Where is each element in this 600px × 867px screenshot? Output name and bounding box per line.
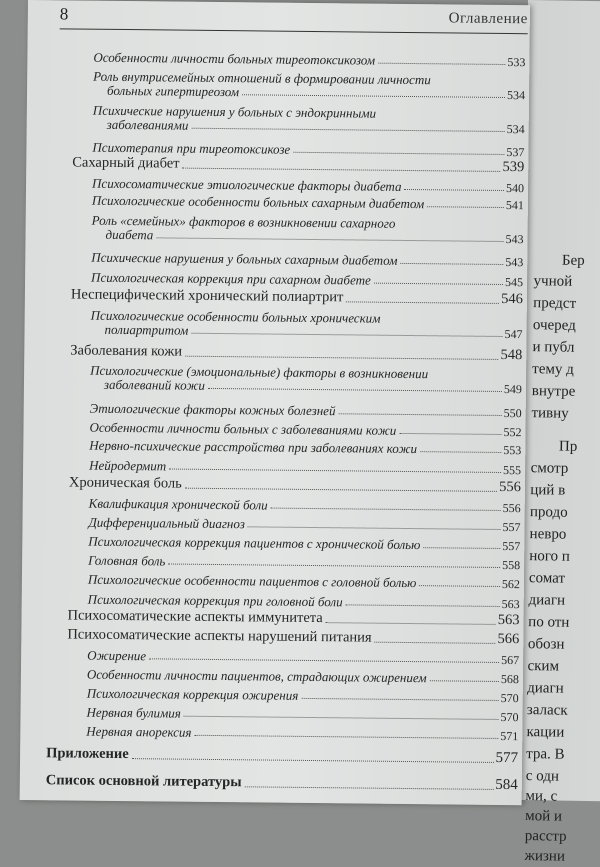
toc-entry-page: 568 bbox=[500, 671, 519, 687]
adjacent-page-line: и публ bbox=[532, 339, 575, 356]
toc-entry-page: 556 bbox=[499, 478, 522, 496]
adjacent-page-line: невро bbox=[529, 526, 567, 543]
page-header bbox=[60, 4, 528, 34]
toc-entry bbox=[70, 341, 522, 364]
adjacent-page-line: диагн bbox=[527, 680, 564, 697]
toc-entry-page: 556 bbox=[502, 500, 521, 516]
toc-entry-title: Этиологические факторы кожных болезней bbox=[89, 400, 336, 419]
dot-leader bbox=[149, 658, 499, 663]
adjacent-page-line: смотр bbox=[530, 460, 569, 477]
adjacent-page-line: заласк bbox=[526, 702, 568, 719]
toc-entry-title: Особенности личности пациентов, страдающих ожирением bbox=[86, 666, 427, 686]
toc-entry-page: 539 bbox=[502, 158, 525, 176]
toc-entry-title: Нервная булимия bbox=[86, 704, 181, 721]
toc-entry-page: 549 bbox=[503, 382, 523, 397]
adjacent-page-line: диагн bbox=[528, 592, 566, 609]
toc-entry bbox=[93, 104, 525, 141]
adjacent-page-line: тивну bbox=[531, 405, 569, 422]
adjacent-page-line: ного п bbox=[529, 548, 570, 565]
dot-leader bbox=[156, 237, 503, 242]
toc-entry-page: 546 bbox=[501, 290, 523, 308]
dot-leader bbox=[183, 168, 501, 172]
toc-entry-page: 566 bbox=[497, 630, 520, 648]
toc-entry-title: Хроническая боль bbox=[68, 474, 182, 492]
toc-entry-title-continuation: диабета bbox=[105, 226, 154, 243]
dot-leader bbox=[293, 152, 504, 155]
toc-entry-title: Особенности личности больных тиреотоксикозом bbox=[93, 49, 376, 68]
dot-leader bbox=[168, 564, 500, 568]
toc-entry-page: 540 bbox=[505, 181, 525, 196]
adjacent-page-line: по отн bbox=[528, 614, 570, 631]
toc-entry-title: Головная боль bbox=[88, 552, 166, 569]
toc-entry-page: 567 bbox=[501, 652, 520, 668]
toc-entry bbox=[46, 771, 518, 794]
adjacent-page-line: мой и bbox=[525, 808, 563, 825]
dot-leader bbox=[399, 433, 501, 435]
toc-entry bbox=[92, 190, 524, 213]
adjacent-page-line: предст bbox=[533, 295, 577, 312]
toc-entry-title: Психологическая коррекция ожирения bbox=[86, 685, 299, 703]
running-title: Оглавление bbox=[448, 10, 528, 28]
toc-entry-title: Нервно-психические расстройства при заболеваниях кожи bbox=[89, 437, 418, 457]
dot-leader bbox=[420, 451, 501, 453]
dot-leader bbox=[375, 642, 496, 644]
toc-entry bbox=[46, 744, 518, 767]
dot-leader bbox=[427, 206, 504, 208]
toc-entry-page: 563 bbox=[501, 596, 520, 612]
toc-entry-page: 548 bbox=[500, 346, 523, 364]
toc-entry-title: Приложение bbox=[46, 745, 129, 763]
toc-entry-page: 577 bbox=[495, 749, 519, 767]
toc-entry-title: Особенности личности больных с заболеваниями кожи bbox=[89, 419, 397, 438]
toc-entry-page: 558 bbox=[502, 557, 521, 573]
toc-entry-page: 557 bbox=[502, 538, 521, 554]
dot-leader bbox=[400, 263, 503, 265]
toc-entry-page: 550 bbox=[503, 406, 522, 421]
toc-entry-title-continuation: полиартритом bbox=[104, 321, 189, 338]
adjacent-page-line: жизни bbox=[524, 848, 566, 865]
toc-entry-page: 543 bbox=[505, 255, 524, 270]
adjacent-page-line: Бер bbox=[561, 252, 585, 269]
adjacent-page-line: тра. В bbox=[526, 746, 565, 763]
toc-entry-title: Психические нарушения у больных с эндокринными bbox=[92, 102, 377, 121]
toc-entry-title: Психологические особенности больных сахарным диабетом bbox=[91, 192, 425, 212]
dot-leader bbox=[242, 94, 505, 98]
toc-entry-page: 543 bbox=[505, 232, 524, 247]
adjacent-page-line: с одн bbox=[525, 768, 560, 785]
toc-entry-page: 553 bbox=[503, 443, 522, 458]
toc-entry-title: Нервная анорексия bbox=[86, 723, 192, 740]
toc-entry-page: 555 bbox=[503, 463, 522, 478]
dot-leader bbox=[301, 698, 498, 701]
toc-entry bbox=[93, 70, 525, 107]
dot-leader bbox=[132, 758, 494, 763]
toc-entry bbox=[93, 47, 525, 70]
toc-entry-page: 562 bbox=[501, 576, 520, 592]
toc-entry-page: 570 bbox=[500, 709, 519, 725]
dot-leader bbox=[245, 786, 494, 790]
toc-entry-title: Роль «семейных» факторов в возникновении сахарного bbox=[91, 212, 396, 231]
toc-entry bbox=[90, 309, 522, 346]
toc-entry-title: Психические нарушения у больных сахарным диабетом bbox=[91, 249, 398, 268]
toc-entry-title: Психосоматические этиологические факторы диабета bbox=[92, 175, 402, 194]
dot-leader bbox=[346, 604, 500, 607]
toc-entry-title: Сахарный диабет bbox=[72, 154, 180, 172]
toc-entry-page: 545 bbox=[504, 275, 524, 290]
toc-entry-page: 584 bbox=[495, 776, 518, 794]
toc-entry bbox=[90, 364, 522, 401]
toc-entry-page: 570 bbox=[500, 690, 519, 706]
adjacent-page-line: тему д bbox=[532, 361, 574, 378]
toc-entry-title-continuation: заболеваниями bbox=[106, 116, 189, 133]
toc-entry bbox=[71, 285, 523, 308]
toc-entry-title: Дифференциальный диагноз bbox=[88, 514, 245, 532]
dot-leader bbox=[423, 547, 500, 549]
page-number: 8 bbox=[59, 4, 69, 24]
toc-entry-title-continuation: заболеваний кожи bbox=[103, 376, 206, 393]
toc-entry-title: Квалификация хронической боли bbox=[88, 495, 268, 513]
toc-entry-title: Ожирение bbox=[87, 647, 147, 664]
dot-leader bbox=[346, 301, 499, 304]
dot-leader bbox=[248, 526, 501, 530]
toc-entry bbox=[91, 247, 523, 270]
toc-entry-title: Заболевания кожи bbox=[70, 342, 183, 360]
toc-entry-title: Психологические (эмоциональные) факторы в возникновении bbox=[90, 362, 429, 382]
toc-entry-title: Психологическая коррекция при головной боли bbox=[87, 591, 343, 610]
toc-entry-title: Психологическая коррекция пациентов с хронической болью bbox=[88, 533, 421, 553]
adjacent-page-line: Пр bbox=[558, 438, 578, 455]
dot-leader bbox=[191, 333, 502, 337]
adjacent-page-line: очеред bbox=[532, 317, 576, 334]
adjacent-page-line: внутре bbox=[531, 383, 576, 400]
toc-entry-title-continuation: больных гипертиреозом bbox=[106, 82, 240, 100]
toc-entry-title: Психотерапия при тиреотоксикозе bbox=[92, 139, 291, 157]
dot-leader bbox=[374, 283, 503, 285]
toc-entry-title: Психосоматические аспекты иммунитета bbox=[67, 607, 323, 627]
toc-entry-title: Психосоматические аспекты нарушений питания bbox=[67, 626, 372, 646]
toc-entry-title: Роль внутрисемейных отношений в формировании личности bbox=[93, 68, 431, 88]
adjacent-page-line: обозн bbox=[527, 636, 565, 653]
dot-leader bbox=[419, 585, 500, 587]
toc-entry-page: 534 bbox=[506, 88, 526, 103]
dot-leader bbox=[185, 356, 499, 360]
dot-leader bbox=[194, 735, 498, 739]
toc-entry-title: Список основной литературы bbox=[45, 772, 242, 791]
dot-leader bbox=[338, 413, 501, 416]
dot-leader bbox=[378, 63, 505, 65]
dot-leader bbox=[271, 508, 501, 511]
dot-leader bbox=[430, 680, 499, 682]
dot-leader bbox=[404, 189, 504, 191]
adjacent-page-line: продо bbox=[529, 504, 568, 521]
adjacent-page-line: ми, с bbox=[525, 788, 558, 805]
dot-leader bbox=[191, 128, 504, 132]
toc-entry-title: Психологическая коррекция при сахарном диабете bbox=[91, 269, 371, 288]
toc-entry-page: 563 bbox=[497, 611, 520, 629]
toc-entry-page: 534 bbox=[506, 122, 525, 137]
dot-leader bbox=[169, 469, 501, 473]
toc-entry-page: 557 bbox=[502, 519, 521, 535]
adjacent-page-line: ским bbox=[527, 658, 560, 675]
toc-entry-title: Неспецифический хронический полиартрит bbox=[70, 286, 344, 306]
dot-leader bbox=[184, 716, 499, 720]
toc-entry bbox=[89, 435, 521, 458]
toc-entry-title: Психологические особенности пациентов с головной болью bbox=[87, 571, 417, 591]
dot-leader bbox=[208, 388, 502, 392]
toc-entry-title: Нейродермит bbox=[89, 457, 167, 474]
toc-entry-page: 533 bbox=[507, 55, 526, 70]
dot-leader bbox=[185, 488, 497, 492]
toc-entry-page: 537 bbox=[506, 145, 525, 160]
dot-leader bbox=[326, 622, 496, 625]
toc-entry bbox=[86, 721, 518, 744]
toc-entry-page: 547 bbox=[504, 327, 523, 342]
book-page bbox=[20, 0, 530, 805]
toc-entry-page: 571 bbox=[500, 728, 519, 744]
toc-entry-title: Психологические особенности больных хроническим bbox=[90, 307, 381, 326]
adjacent-page-line: сомат bbox=[528, 570, 566, 587]
adjacent-page-line: расстр bbox=[524, 828, 567, 845]
toc-entry-page: 552 bbox=[503, 425, 522, 440]
adjacent-page-line: ций в bbox=[530, 482, 566, 499]
toc-entry-page: 541 bbox=[505, 198, 524, 213]
adjacent-page-line: кации bbox=[526, 724, 565, 741]
adjacent-page-line: учной bbox=[533, 273, 573, 290]
toc-entry bbox=[91, 214, 523, 251]
toc-entry bbox=[88, 569, 520, 592]
